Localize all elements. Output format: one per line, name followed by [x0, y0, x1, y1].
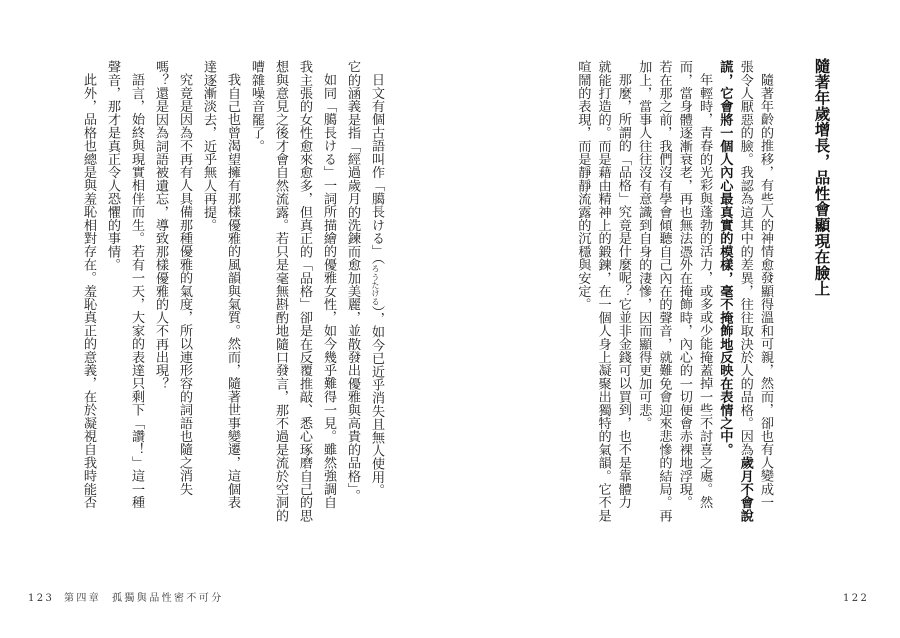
- body-text: 究竟是因為不再有人具備那種優雅的氣度，所以連形容的詞語也隨之消失: [177, 73, 192, 496]
- body-text: 聲音，那才是真正令人恐懼的事情。: [105, 60, 120, 272]
- text-column: [129, 60, 143, 509]
- body-text: 想與意見之後才會自然流露。若只是毫無斟酌地隨口發言，那不過是流於空洞的: [273, 60, 288, 522]
- text-column: [105, 60, 119, 271]
- body-text: 喧鬧的表現，而是靜靜流露的沉穩與安定。: [575, 60, 591, 311]
- body-text: 如同「臈長ける」一詞所描繪的優雅女性，如今幾乎難得一見。雖然強調自: [321, 73, 336, 509]
- body-text: 年輕時，青春的光彩與蓬勃的活力，或多或少能掩蓋掉一些不討喜之處。然: [697, 73, 713, 509]
- text-column: [321, 60, 335, 509]
- body-text: 嗎？還是因為詞語被遺忘，導致那樣優雅的人不再出現？: [153, 60, 168, 390]
- text-column: [225, 60, 239, 509]
- page-number-left: 123: [28, 593, 55, 604]
- text-column: [81, 60, 95, 509]
- body-text: 它的涵義是指「經過歲月的洗鍊而愈加美麗，並散發出優雅與高貴的品格」。: [345, 60, 360, 503]
- body-text: 加上，當事人往往沒有意識到自身的淒慘，因而顯得更加可悲。: [636, 60, 652, 430]
- running-head-chapter: 第四章: [64, 593, 102, 604]
- text-column: [249, 60, 263, 152]
- body-text: 那麼，所謂的「品格」究竟是什麼呢？它並非金錢可以買到，也不是靠體力: [615, 73, 631, 509]
- body-text: 日文有個古語叫作「臈長ける」（: [369, 73, 384, 265]
- body-text: 就能打造的。而是藉由精神上的鍛鍊，在一個人身上凝聚出獨特的氣韻。它不是: [595, 60, 611, 522]
- text-column: [345, 60, 359, 502]
- body-text: 語言，始終與現實相伴而生。若有一天，大家的表達只剩下「讚！」這一種: [129, 73, 144, 509]
- body-text: 我自己也曾渴望擁有那樣優雅的風韻與氣質。然而，隨著世事變遷，這個表: [225, 73, 240, 509]
- body-text: 隨著年齡的推移，有些人的神情愈發顯得溫和可親，然而，卻也有人變成一: [758, 73, 773, 509]
- body-text: 此外，品格也總是與羞恥相對存在。羞恥真正的意義，在於凝視自我時能否: [81, 73, 96, 509]
- text-column: [177, 60, 191, 496]
- kana-reading: ろうたける: [371, 264, 381, 306]
- body-text: 若在那之前，我們沒有學會傾聽自己內在的聲音，就難免會迎來悲慘的結局。再: [656, 60, 672, 522]
- emphasized-text: 謊，它會將一個人內心最真實的模樣，毫不掩飾地反映在表情之中。: [717, 60, 733, 456]
- body-text: 我主張的女性愈來愈多，但真正的「品格」卻是在反覆推敲、悉心琢磨自己的思: [297, 60, 312, 522]
- text-column: [201, 60, 215, 232]
- emphasized-text: 歲月不會說: [737, 456, 753, 522]
- text-column: [153, 60, 167, 390]
- body-text: 張令人厭惡的臉。我認為這其中的差異，往往取決於人的品格。因為: [737, 60, 753, 456]
- section-heading: 隨著年歲增長，品性會顯現在臉上: [812, 58, 832, 297]
- running-head-title: 孤獨與品性密不可分: [112, 593, 224, 604]
- body-text: 而，當身體逐漸衰老，再也無法憑外在掩飾時，內心的一切便會赤裸地浮現。: [676, 60, 692, 509]
- body-text: 達逐漸淡去，近乎無人再提。: [201, 60, 216, 232]
- text-column: [273, 60, 287, 522]
- body-text: ），如今已近乎消失且無人使用。: [369, 305, 384, 497]
- page-number-right: 122: [843, 593, 870, 604]
- text-column: [297, 60, 311, 522]
- body-text: 嘈雜噪音罷了。: [249, 60, 264, 153]
- text-column: [369, 60, 383, 497]
